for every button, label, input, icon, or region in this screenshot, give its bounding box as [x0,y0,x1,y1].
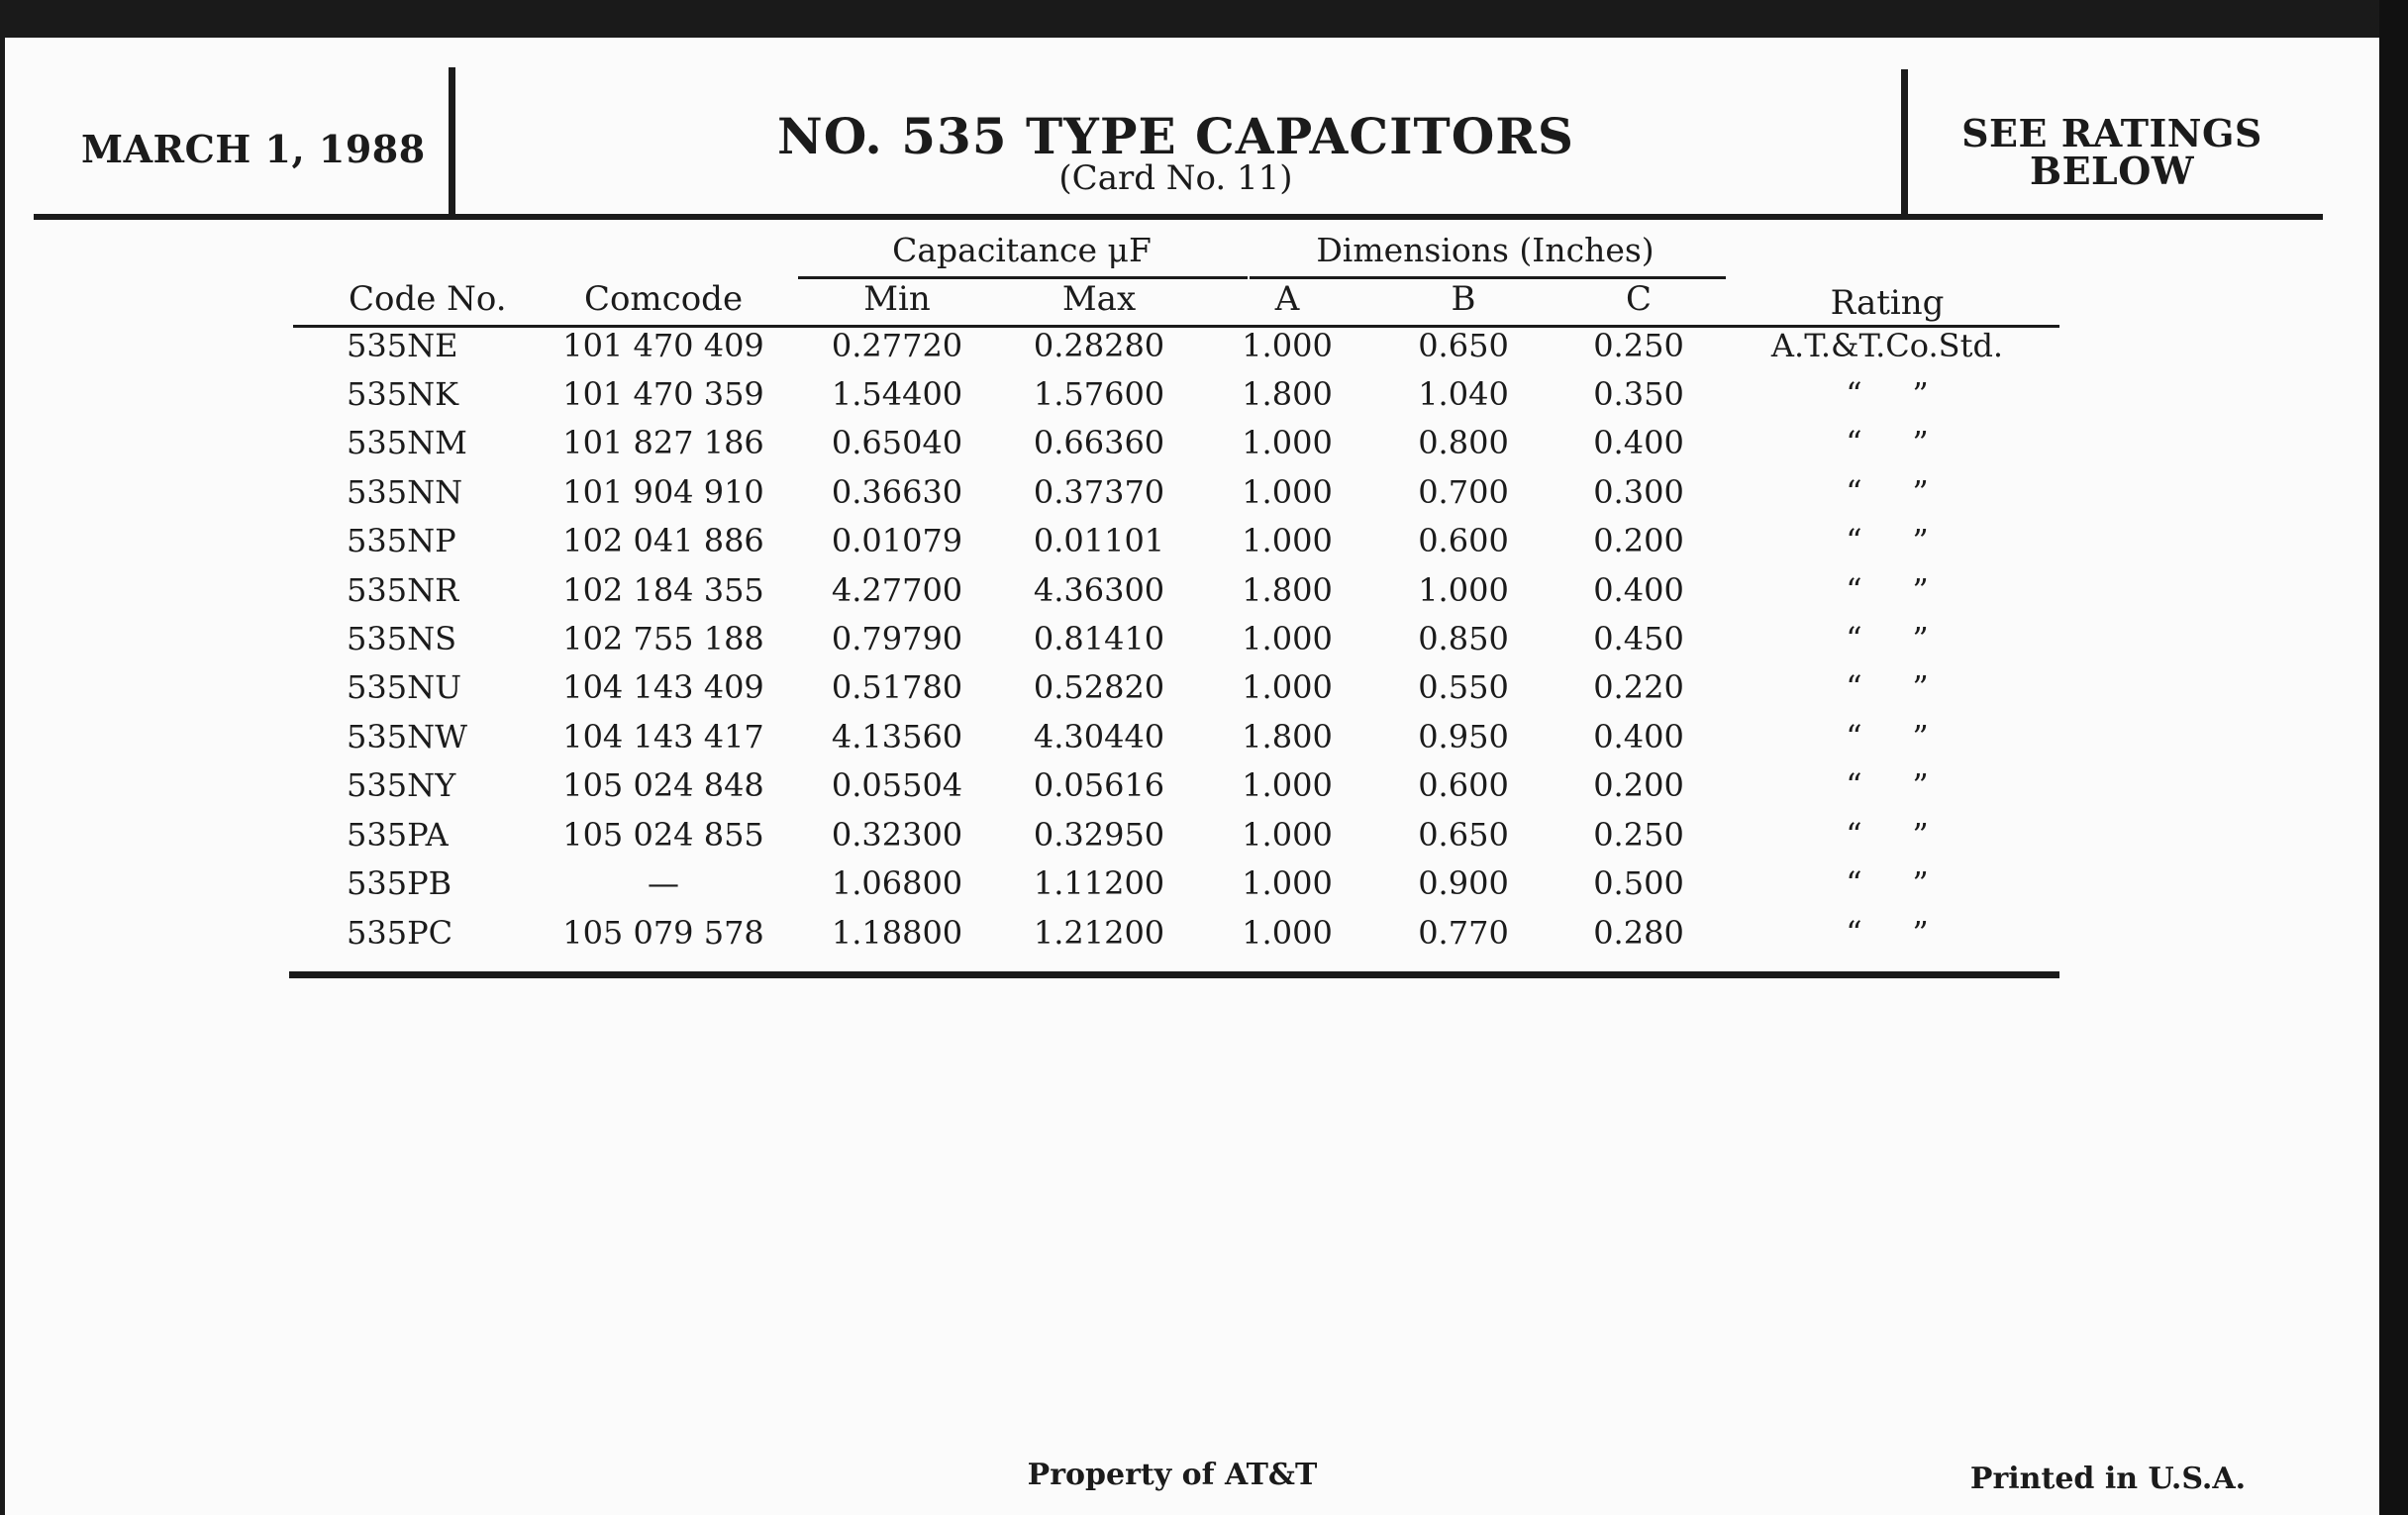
cell-code: 535NS [347,620,456,657]
cell-min: 0.51780 [831,668,963,706]
footer-printed: Printed in U.S.A. [1969,1462,2247,1496]
cell-code: 535NE [347,327,458,364]
cell-rating-ditto: “ ” [1846,668,1929,706]
col-header-min: Min [863,279,931,319]
cell-rating-ditto: “ ” [1846,816,1929,854]
cell-comcode: 102 041 886 [562,522,764,559]
cell-rating: A.T.&T.Co.Std. [1770,327,2004,364]
ratings-note-line2: BELOW [2029,149,2195,193]
cell-c: 0.280 [1593,914,1684,952]
cell-c: 0.450 [1593,620,1684,657]
cell-max: 0.66360 [1033,424,1165,461]
cell-comcode: 104 143 417 [562,718,764,756]
cell-code: 535NM [347,424,467,461]
cell-min: 0.65040 [831,424,963,461]
cell-c: 0.250 [1593,816,1684,854]
cell-b: 0.700 [1418,473,1509,511]
cell-b: 0.550 [1418,668,1509,706]
cell-code: 535PB [347,864,452,902]
cell-comcode: 104 143 409 [562,668,764,706]
col-header-rating: Rating [1830,283,1945,323]
cell-b: 1.000 [1418,571,1509,609]
cell-min: 4.27700 [831,571,963,609]
table-bottom-rule [289,971,2059,978]
cell-rating-ditto: “ ” [1846,766,1929,804]
cell-rating-ditto: “ ” [1846,571,1929,609]
cell-rating-ditto: “ ” [1846,864,1929,902]
cell-a: 1.000 [1242,668,1333,706]
cell-a: 1.800 [1242,375,1333,413]
col-header-code: Code No. [349,279,507,319]
cell-code: 535NN [347,473,463,511]
cell-b: 0.850 [1418,620,1509,657]
cell-comcode: 101 904 910 [562,473,764,511]
cell-comcode: 105 079 578 [562,914,764,952]
cell-c: 0.350 [1593,375,1684,413]
cell-min: 0.01079 [831,522,963,559]
cell-c: 0.250 [1593,327,1684,364]
cell-min: 0.32300 [831,816,963,854]
cell-b: 0.650 [1418,327,1509,364]
cell-b: 0.600 [1418,766,1509,804]
cell-a: 1.000 [1242,620,1333,657]
cell-code: 535NP [347,522,456,559]
cell-comcode: 101 470 359 [562,375,764,413]
cell-max: 1.57600 [1033,375,1165,413]
cell-b: 0.650 [1418,816,1509,854]
cell-c: 0.200 [1593,766,1684,804]
cell-min: 1.06800 [831,864,963,902]
cell-max: 1.21200 [1033,914,1165,952]
cell-comcode: 105 024 855 [562,816,764,854]
cell-max: 0.28280 [1033,327,1165,364]
cell-a: 1.000 [1242,522,1333,559]
cell-c: 0.400 [1593,718,1684,756]
cell-rating-ditto: “ ” [1846,522,1929,559]
page-title: NO. 535 TYPE CAPACITORS [777,107,1574,165]
cell-a: 1.800 [1242,718,1333,756]
card-number: (Card No. 11) [1058,158,1293,198]
col-header-a: A [1274,279,1300,319]
cell-min: 0.36630 [831,473,963,511]
cell-c: 0.200 [1593,522,1684,559]
cell-rating-ditto: “ ” [1846,375,1929,413]
cell-comcode: 102 755 188 [562,620,764,657]
cell-max: 0.05616 [1033,766,1165,804]
cell-comcode: 105 024 848 [562,766,764,804]
capacitance-group-header: Capacitance μF [892,231,1152,269]
header-rule [34,214,2323,220]
cell-comcode: 101 470 409 [562,327,764,364]
cell-code: 535NY [347,766,456,804]
issue-date: MARCH 1, 1988 [81,127,426,171]
cell-rating-ditto: “ ” [1846,424,1929,461]
cell-min: 1.54400 [831,375,963,413]
header-divider-left [449,67,455,214]
cell-min: 4.13560 [831,718,963,756]
cell-c: 0.220 [1593,668,1684,706]
cell-max: 4.30440 [1033,718,1165,756]
cell-comcode: 101 827 186 [562,424,764,461]
cell-code: 535PA [347,816,449,854]
cell-min: 1.18800 [831,914,963,952]
cell-max: 0.52820 [1033,668,1165,706]
dimensions-group-rule [1250,276,1726,279]
cell-a: 1.000 [1242,864,1333,902]
cell-max: 0.81410 [1033,620,1165,657]
header-divider-right [1901,69,1908,220]
cell-b: 0.800 [1418,424,1509,461]
cell-max: 0.37370 [1033,473,1165,511]
cell-min: 0.05504 [831,766,963,804]
ratings-note-line1: SEE RATINGS [1961,111,2262,155]
cell-a: 1.000 [1242,424,1333,461]
cell-comcode: — [648,864,679,902]
cell-max: 4.36300 [1033,571,1165,609]
cell-code: 535NU [347,668,462,706]
cell-c: 0.500 [1593,864,1684,902]
cell-comcode: 102 184 355 [562,571,764,609]
col-header-comcode: Comcode [583,279,744,319]
cell-rating-ditto: “ ” [1846,473,1929,511]
col-header-max: Max [1061,279,1137,319]
cell-max: 0.01101 [1033,522,1165,559]
cell-b: 0.950 [1418,718,1509,756]
col-header-b: B [1451,279,1476,319]
cell-code: 535NK [347,375,458,413]
cell-a: 1.000 [1242,766,1333,804]
cell-code: 535NR [347,571,459,609]
footer-property: Property of AT&T [1027,1458,1318,1492]
cell-a: 1.000 [1242,327,1333,364]
dimensions-group-header: Dimensions (Inches) [1316,231,1655,269]
cell-min: 0.79790 [831,620,963,657]
cell-code: 535NW [347,718,467,756]
col-header-c: C [1625,279,1653,319]
cell-max: 0.32950 [1033,816,1165,854]
cell-max: 1.11200 [1033,864,1165,902]
scan-edge [2379,0,2408,1515]
cell-rating-ditto: “ ” [1846,620,1929,657]
cell-c: 0.400 [1593,424,1684,461]
cell-c: 0.300 [1593,473,1684,511]
cell-a: 1.000 [1242,473,1333,511]
cell-rating-ditto: “ ” [1846,718,1929,756]
cell-rating-ditto: “ ” [1846,914,1929,952]
cell-min: 0.27720 [831,327,963,364]
cell-b: 1.040 [1418,375,1509,413]
cell-a: 1.000 [1242,914,1333,952]
cell-code: 535PC [347,914,453,952]
cell-b: 0.900 [1418,864,1509,902]
cell-c: 0.400 [1593,571,1684,609]
cell-b: 0.600 [1418,522,1509,559]
cell-b: 0.770 [1418,914,1509,952]
cell-a: 1.800 [1242,571,1333,609]
cell-a: 1.000 [1242,816,1333,854]
ratings-note [1909,111,2315,193]
